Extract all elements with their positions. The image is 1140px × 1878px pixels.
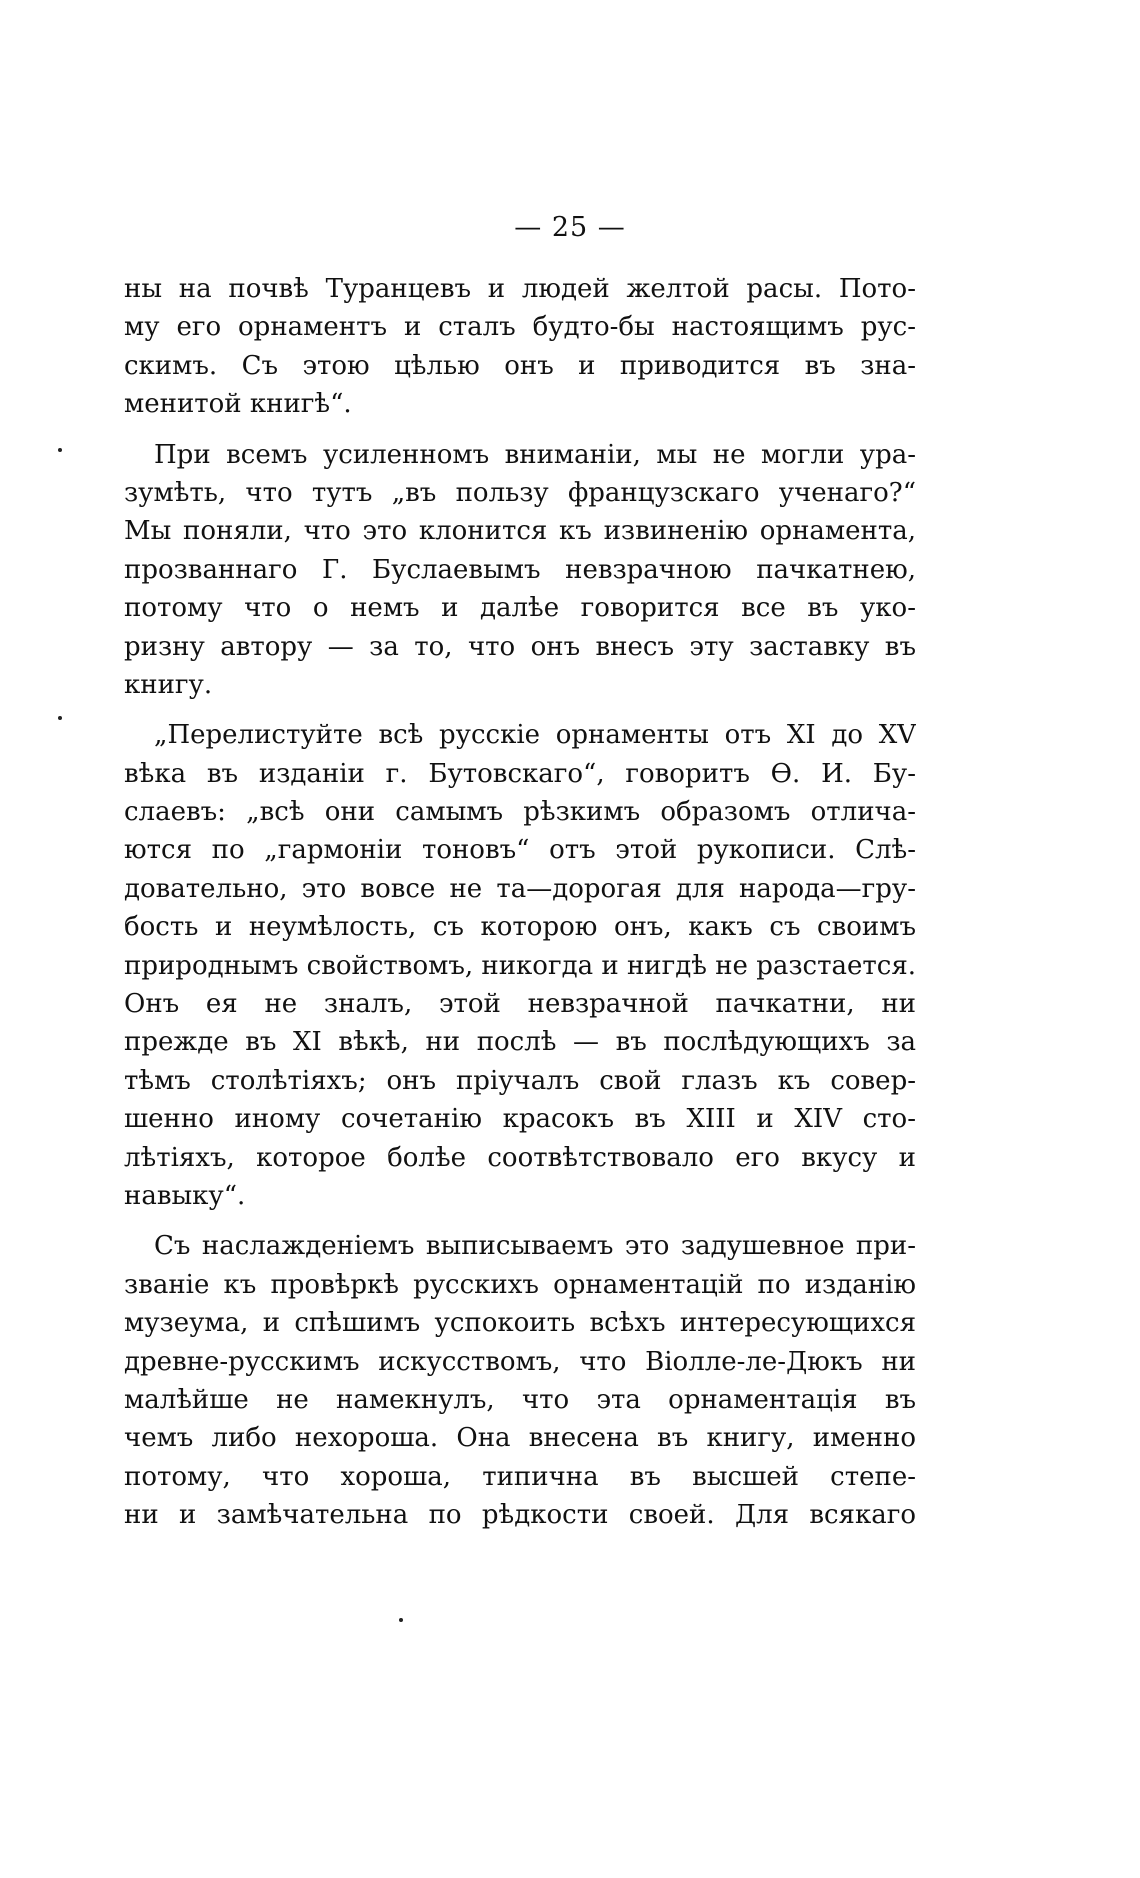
text-line: слаевъ: „всѣ они самымъ рѣзкимъ образомъ отлича- — [124, 797, 916, 828]
text-line: му его орнаментъ и сталъ будто-бы настоящимъ рус- — [124, 312, 916, 343]
body-text — [124, 270, 916, 1535]
text-line: музеума, и спѣшимъ успокоить всѣхъ интересующихся — [124, 1308, 916, 1339]
text-line: тѣмъ столѣтіяхъ; онъ пріучалъ свой глазъ къ совер- — [124, 1065, 916, 1096]
paragraph-4 — [124, 1227, 916, 1534]
paragraph-1 — [124, 270, 916, 424]
text-line: Мы поняли, что это клонится къ извиненію орнамента, — [124, 516, 916, 547]
paragraph-3 — [124, 716, 916, 1215]
text-line: зумѣть, что тутъ „въ пользу французскаго ученаго?“ — [124, 477, 916, 508]
text-line: довательно, это вовсе не та—дорогая для народа—гру- — [124, 873, 916, 904]
text-line: вѣка въ изданіи г. Бутовскаго“, говоритъ Ѳ. И. Бу- — [124, 758, 916, 789]
text-line: бость и неумѣлость, съ которою онъ, какъ съ своимъ — [124, 912, 916, 943]
margin-dot — [399, 1618, 403, 1622]
text-line: прозваннаго Г. Буслаевымъ невзрачною пачкатнею, — [124, 554, 916, 585]
text-line: навыку“. — [124, 1180, 246, 1211]
text-line: древне-русскимъ искусствомъ, что Віолле-ле-Дюкъ ни — [124, 1346, 916, 1377]
paragraph-2 — [124, 436, 916, 705]
text-line: Съ наслажденіемъ выписываемъ это задушевное при- — [154, 1231, 916, 1262]
text-line: званіе къ провѣркѣ русскихъ орнаментацій по изданію — [124, 1269, 916, 1300]
text-line: менитой книгѣ“. — [124, 389, 352, 420]
margin-dot — [58, 716, 62, 720]
text-line: „Перелистуйте всѣ русскіе орнаменты отъ XI до XV — [154, 720, 916, 751]
text-line: потому, что хороша, типична въ высшей степе- — [124, 1461, 916, 1492]
text-line: ются по „гармоніи тоновъ“ отъ этой рукописи. Слѣ- — [124, 835, 916, 866]
text-line: потому что о немъ и далѣе говорится все въ уко- — [124, 593, 916, 624]
text-line: шенно иному сочетанію красокъ въ XIII и XIV сто- — [124, 1104, 916, 1135]
text-line: чемъ либо нехороша. Она внесена въ книгу, именно — [124, 1423, 916, 1454]
text-line: Онъ ея не зналъ, этой невзрачной пачкатни, ни — [124, 989, 916, 1020]
text-line: скимъ. Съ этою цѣлью онъ и приводится въ зна- — [124, 350, 916, 381]
text-line: книгу. — [124, 669, 213, 700]
margin-dot — [58, 448, 62, 452]
text-line: ни и замѣчательна по рѣдкости своей. Для всякаго — [124, 1500, 916, 1531]
page-number: — 25 — — [514, 212, 626, 243]
text-line: ны на почвѣ Туранцевъ и людей желтой расы. Пото- — [124, 274, 916, 304]
text-line: малѣйше не намекнулъ, что эта орнаментація въ — [124, 1384, 916, 1415]
text-line: лѣтіяхъ, которое болѣе соотвѣтствовало его вкусу и — [124, 1142, 916, 1173]
text-line: прежде въ XI вѣкѣ, ни послѣ — въ послѣдующихъ за — [124, 1027, 916, 1058]
text-line: природнымъ свойствомъ, никогда и нигдѣ не разстается. — [124, 950, 916, 981]
text-line: ризну автору — за то, что онъ внесъ эту заставку въ — [124, 631, 916, 662]
text-line: При всемъ усиленномъ вниманіи, мы не могли ура- — [154, 439, 916, 470]
